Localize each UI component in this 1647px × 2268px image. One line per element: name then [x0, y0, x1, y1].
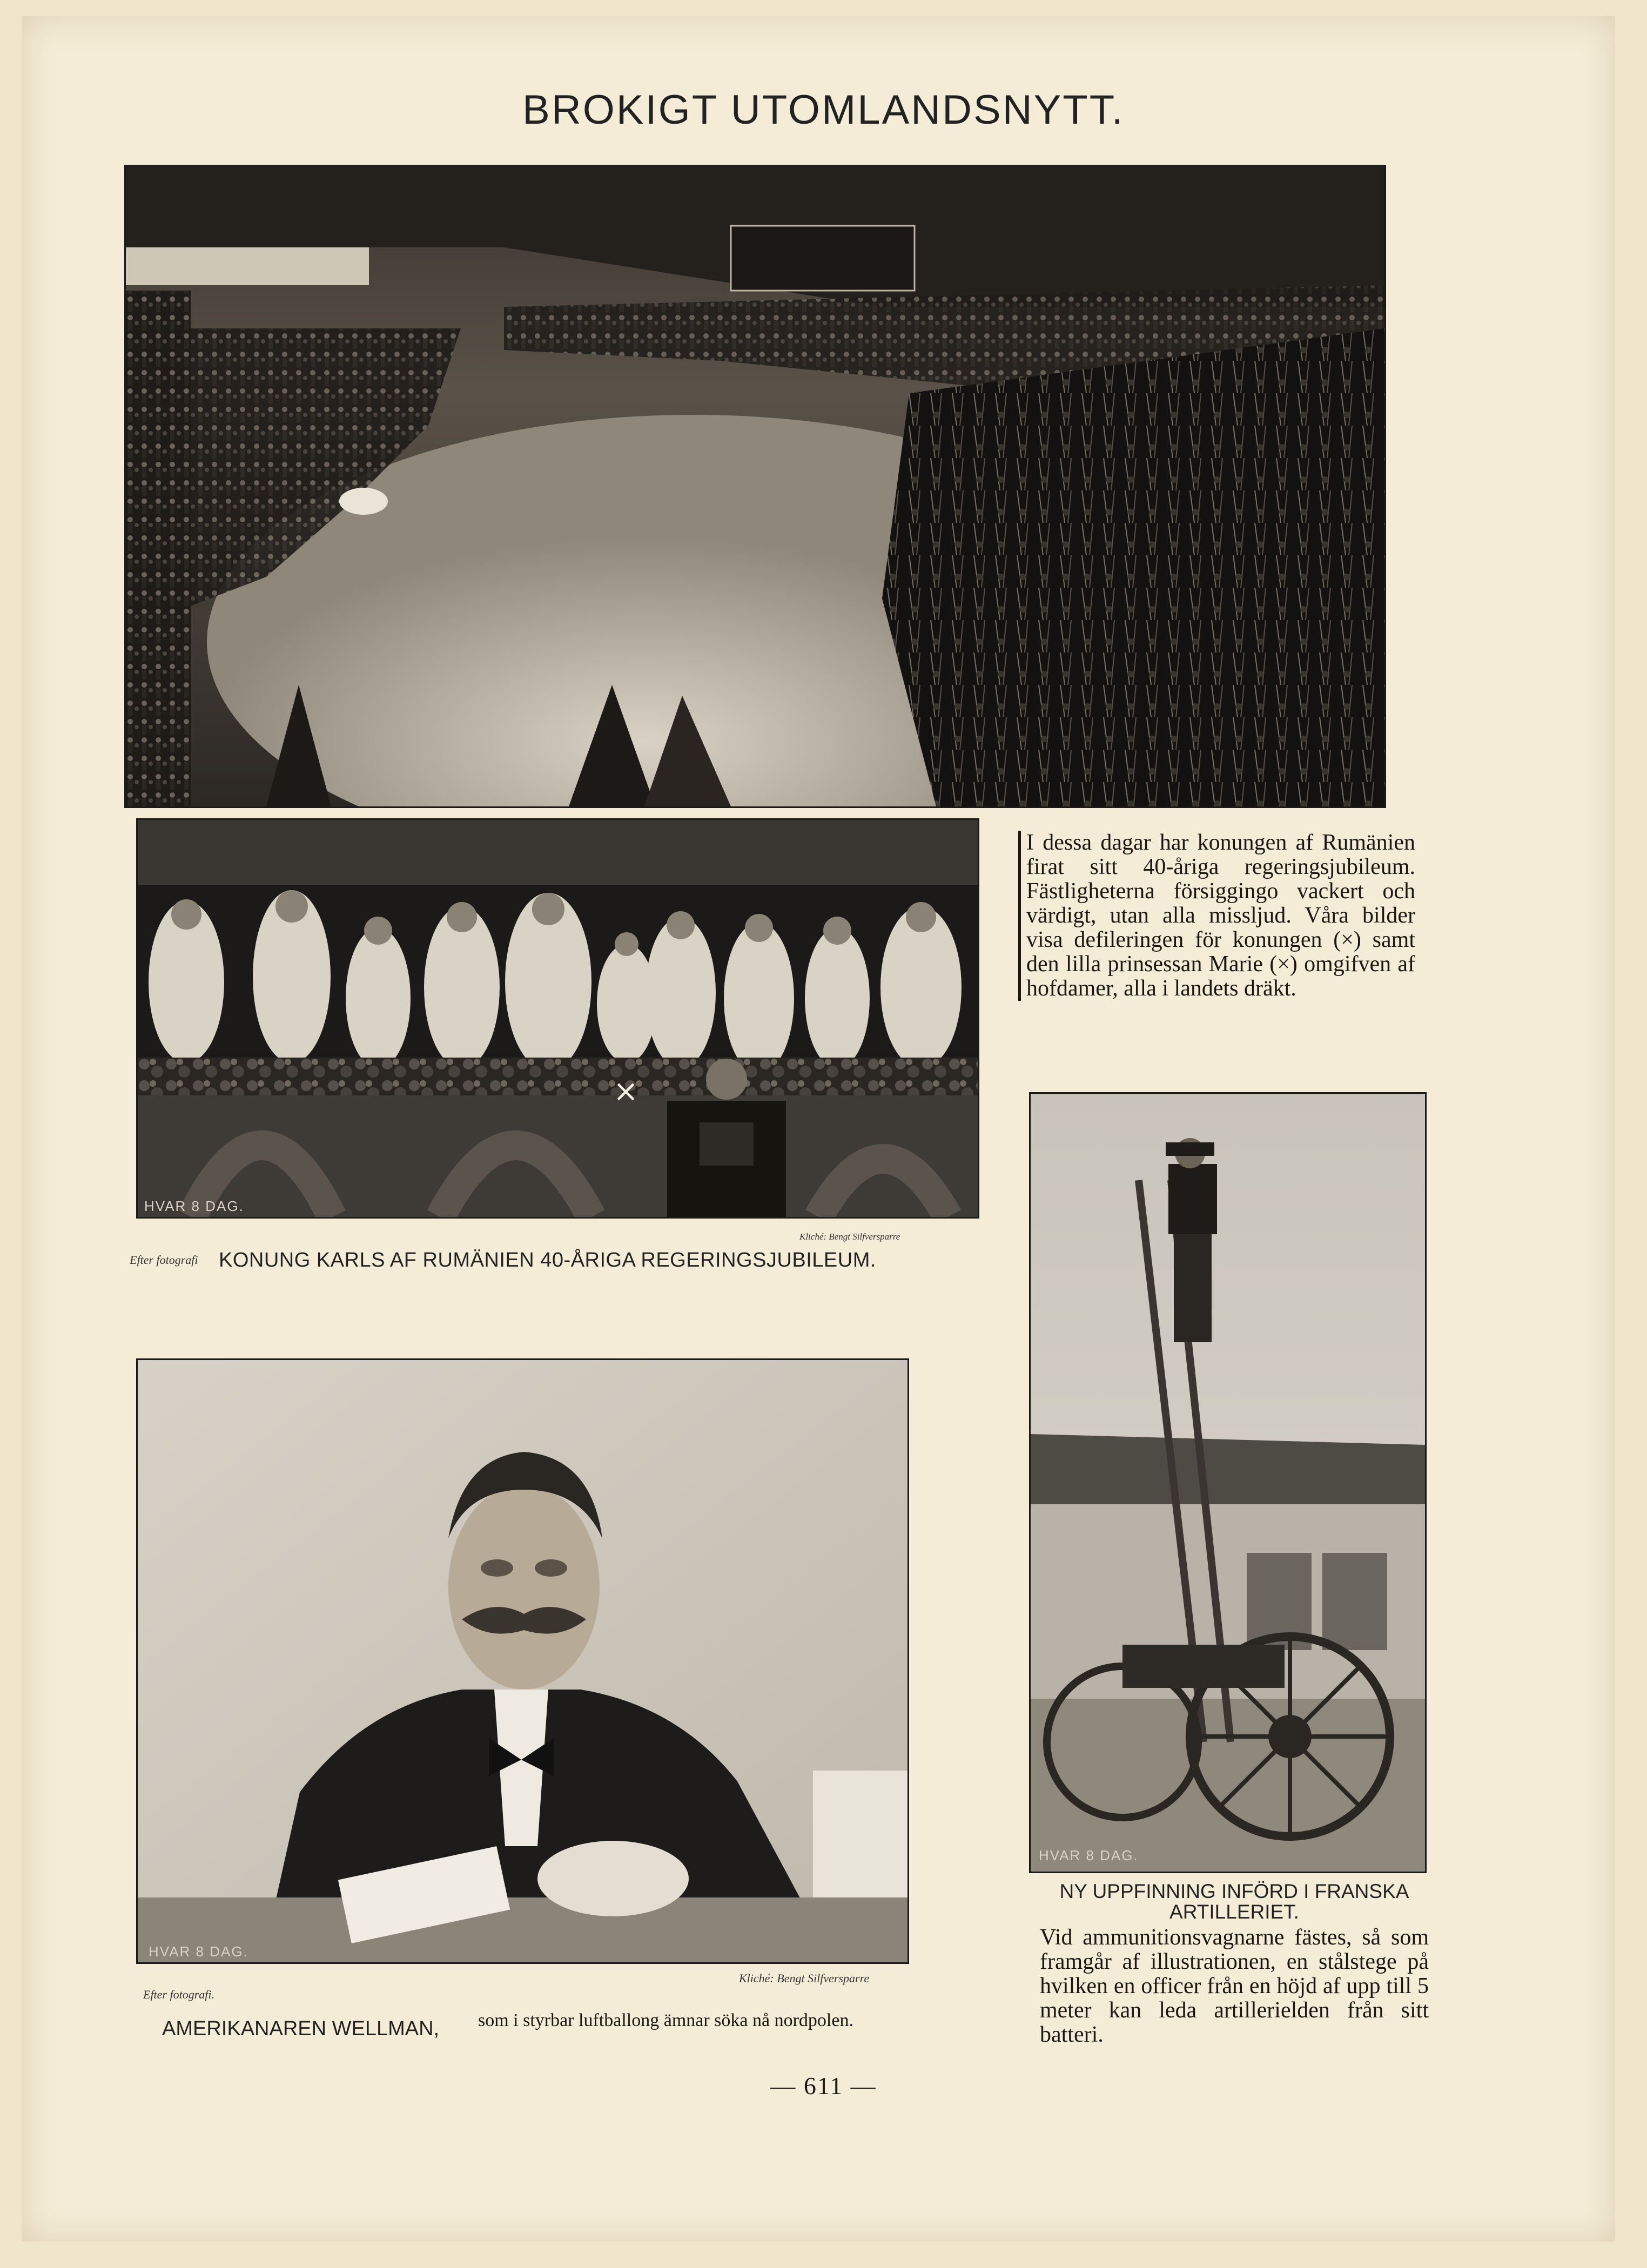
wellman-caption-text: som i styrbar luftballong ämnar söka nå nordpolen. [478, 2010, 853, 2030]
romania-credit-right: Kliché: Bengt Silfversparre [799, 1231, 900, 1242]
page-number: — 611 — [770, 2072, 877, 2099]
watermark-wellman: HVAR 8 DAG. [149, 1943, 248, 1960]
parade-image [126, 166, 1384, 806]
artillery-caption: NY UPPFINNING INFÖRD I FRANSKA ARTILLERIET. [1059, 1880, 1409, 1923]
artillery-photo [1029, 1092, 1427, 1873]
romania-caption: KONUNG KARLS AF RUMÄNIEN 40-ÅRIGA REGERINGSJUBILEUM. [219, 1249, 876, 1271]
wellman-credit-left: Efter fotografi. [143, 1988, 214, 2001]
page-header: BROKIGT UTOMLANDSNYTT. [522, 87, 1125, 133]
watermark-royal: HVAR 8 DAG. [144, 1198, 244, 1214]
romania-text: I dessa dagar har konungen af Rumänien firat sitt 40-åriga regeringsjubileum. Fästligheterna försiggingo vackert och värdigt, utan alla misslјud. Våra bilder visa defileringen för konungen (×) samt den lilla prinsessan Marie (×) omgifven af hofdamer, alla i landets dräkt. [1018, 831, 1415, 1001]
royal-box-image [138, 820, 978, 1217]
king-mark: × [613, 1074, 638, 1109]
wellman-credit-right: Kliché: Bengt Silfversparre [739, 1971, 870, 1985]
royal-box-photo [136, 818, 979, 1219]
parade-photo [124, 165, 1386, 808]
wellman-portrait [138, 1360, 907, 1962]
watermark-artillery: HVAR 8 DAG. [1039, 1847, 1139, 1863]
artillery-text: Vid ammunitionsvagnarne fästes, så som framgår af illustrationen, en stålstege på hvilken en officer från en höjd af upp till 5 meter kan leda artillerielden från sitt batteri. [1040, 1925, 1429, 2047]
romania-credit-left: Efter fotografi [130, 1253, 198, 1267]
wellman-caption-name: AMERIKANAREN WELLMAN, [162, 2017, 440, 2040]
artillery-image [1031, 1094, 1425, 1872]
wellman-photo [136, 1358, 909, 1964]
